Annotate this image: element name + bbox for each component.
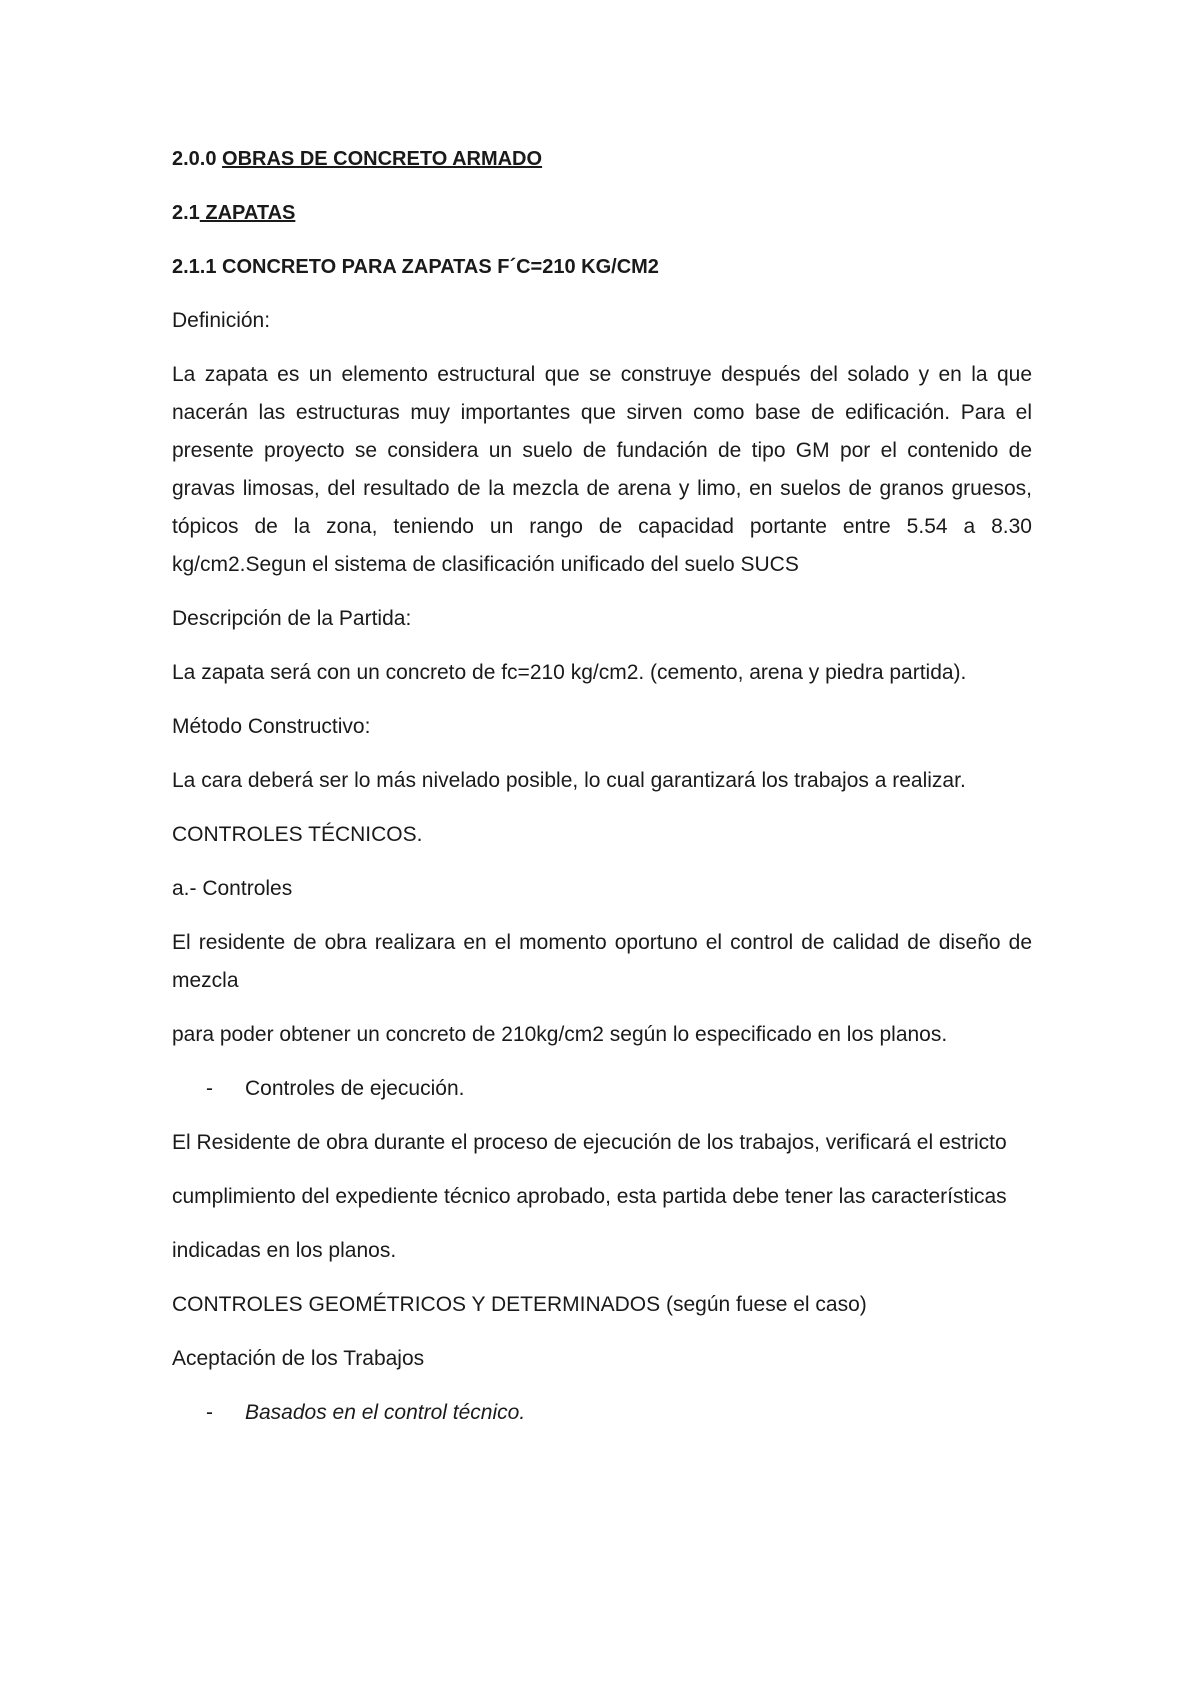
subsection-number: 2.1: [172, 202, 200, 224]
ejecucion-paragraph-3: indicadas en los planos.: [172, 1239, 397, 1262]
ejecucion-paragraph-1: El Residente de obra durante el proceso de ejecución de los trabajos, verificará el estricto: [172, 1131, 1007, 1154]
definicion-label: Definición:: [172, 309, 271, 332]
subsection-title: ZAPATAS: [199, 202, 296, 224]
controles-a-label: a.- Controles: [172, 877, 293, 900]
residente-paragraph-1: El residente de obra realizara en el momento oportuno el control de calidad de diseño de mezcla: [172, 931, 1032, 992]
metodo-paragraph: La cara deberá ser lo más nivelado posible, lo cual garantizará los trabajos a realizar.: [172, 769, 966, 792]
definicion-paragraph: La zapata es un elemento estructural que se construye después del solado y en la que nacerán las estructuras muy importantes que sirven como base de edificación. Para el presente proyecto se considera un suelo de fundación de tipo GM por el contenido de gravas limosas, del resultado de la mezcla de arena y limo, en suelos de granos gruesos, tópicos de la zona, teniendo un rango de capacidad portante entre 5.54 a 8.30 kg/cm2.Segun el sistema de clasificación unificado del suelo SUCS: [172, 363, 1032, 576]
document-body: [172, 140, 1032, 1448]
descripcion-paragraph: La zapata será con un concreto de fc=210 kg/cm2. (cemento, arena y piedra partida).: [172, 661, 967, 684]
controles-tecnicos-heading: CONTROLES TÉCNICOS.: [172, 823, 423, 846]
bullet-basados: [172, 1394, 1032, 1432]
bullet-controles-ejecucion: [172, 1070, 1032, 1108]
aceptacion-label: Aceptación de los Trabajos: [172, 1347, 425, 1370]
section-title: OBRAS DE CONCRETO ARMADO: [222, 148, 543, 170]
item-heading: 2.1.1 CONCRETO PARA ZAPATAS F´C=210 KG/CM2: [172, 256, 659, 278]
descripcion-label: Descripción de la Partida:: [172, 607, 412, 630]
controles-geometricos-heading: CONTROLES GEOMÉTRICOS Y DETERMINADOS (según fuese el caso): [172, 1293, 867, 1316]
bullet-dash: -: [206, 1077, 213, 1100]
section-heading: [172, 140, 1032, 178]
bullet-text: Controles de ejecución.: [245, 1077, 465, 1100]
subsection-heading: [172, 194, 1032, 232]
bullet-dash: -: [206, 1401, 213, 1424]
metodo-label: Método Constructivo:: [172, 715, 371, 738]
ejecucion-paragraph-2: cumplimiento del expediente técnico aprobado, esta partida debe tener las características: [172, 1185, 1007, 1208]
bullet-text: Basados en el control técnico.: [245, 1401, 526, 1424]
section-number: 2.0.0: [172, 148, 217, 170]
residente-paragraph-2: para poder obtener un concreto de 210kg/cm2 según lo especificado en los planos.: [172, 1023, 948, 1046]
